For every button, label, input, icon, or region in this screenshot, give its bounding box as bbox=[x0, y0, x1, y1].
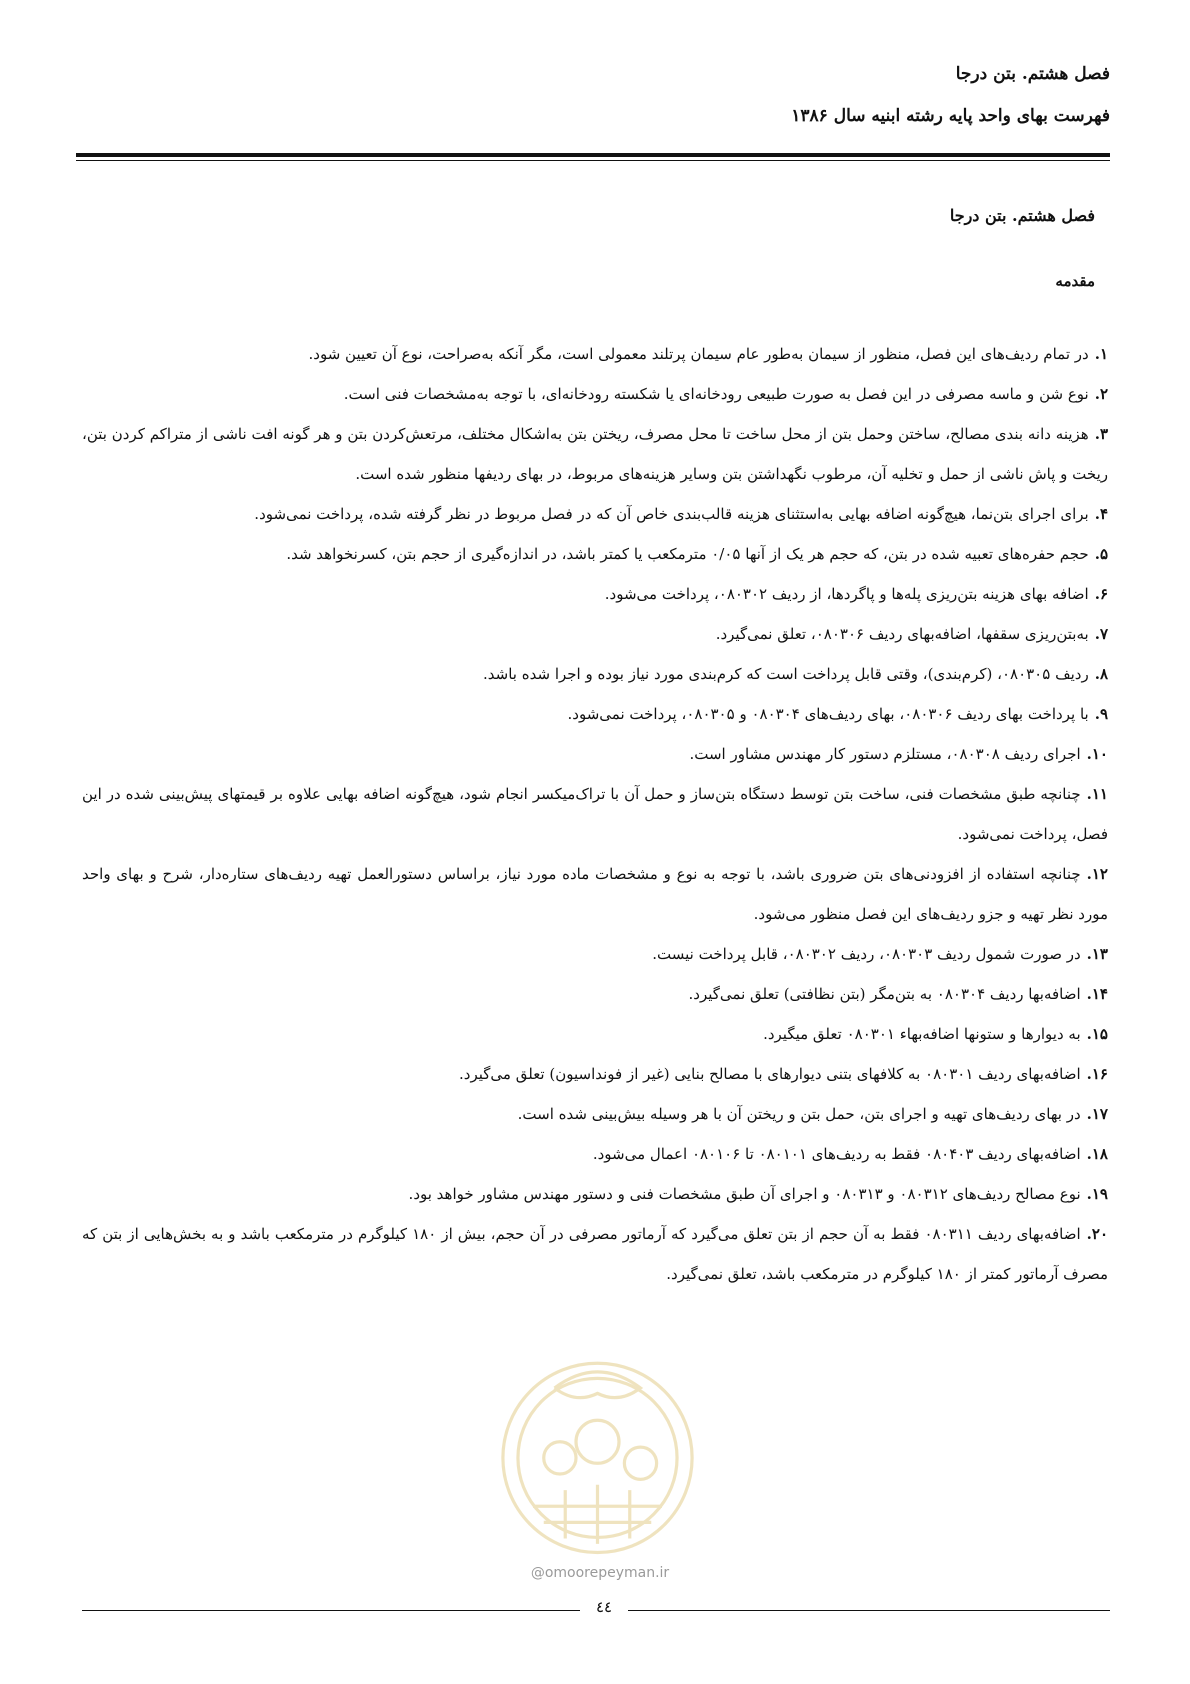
item-number: ۷. bbox=[1094, 625, 1108, 643]
item-text: هزینه دانه بندی مصالح، ساختن وحمل بتن از محل ساخت تا محل مصرف، ریختن بتن به‌اشکال مختلف، مرتعش‌کردن بتن و هر گونه افت ناشی از متراکم کردن بتن، ریخت و پاش ناشی از حمل و تخلیه آن، مرطوب نگهداشتن بتن وسایر هزینه‌های مربوط، در بهای ردیفها منظور شده است. bbox=[82, 425, 1108, 483]
rules-list bbox=[82, 334, 1108, 1294]
item-number: ۹. bbox=[1094, 705, 1108, 723]
item-number: ۵. bbox=[1094, 545, 1108, 563]
section-title: فصل هشتم. بتن درجا bbox=[949, 206, 1095, 225]
item-number: ۶. bbox=[1094, 585, 1108, 603]
item-text: در بهای ردیف‌های تهیه و اجرای بتن، حمل بتن و ریختن آن با هر وسیله بیش‌بینی شده است. bbox=[517, 1105, 1081, 1123]
item-text: در صورت شمول ردیف ۰۸۰۳۰۳، ردیف ۰۸۰۳۰۲، قابل پرداخت نیست. bbox=[652, 945, 1081, 963]
item-text: چنانچه استفاده از افزودنی‌های بتن ضروری باشد، با توجه به نوع و مشخصات ماده مورد نیاز، براساس دستورالعمل تهیه ردیف‌های ستاره‌دار، شرح و بهای واحد مورد نظر تهیه و جزو ردیف‌های این فصل منظور می‌شود. bbox=[82, 865, 1108, 923]
list-item bbox=[82, 334, 1108, 374]
list-item bbox=[82, 614, 1108, 654]
page-number: ٤٤ bbox=[595, 1598, 613, 1616]
item-number: ۱۸. bbox=[1086, 1145, 1108, 1163]
item-number: ۳. bbox=[1094, 425, 1108, 443]
list-item bbox=[82, 974, 1108, 1014]
watermark-site: @omoorepeyman.ir bbox=[530, 1565, 670, 1581]
watermark-logo-icon bbox=[490, 1345, 705, 1560]
item-text: به دیوارها و ستونها اضافه‌بهاء ۰۸۰۳۰۱ تعلق میگیرد. bbox=[763, 1025, 1081, 1043]
item-number: ۱۱. bbox=[1086, 785, 1108, 803]
list-item bbox=[82, 414, 1108, 494]
list-item bbox=[82, 1014, 1108, 1054]
footer-rule-right bbox=[628, 1610, 1110, 1611]
list-item bbox=[82, 774, 1108, 854]
item-number: ۲۰. bbox=[1086, 1225, 1109, 1243]
item-number: ۴. bbox=[1094, 505, 1108, 523]
item-number: ۱۴. bbox=[1086, 985, 1108, 1003]
list-item bbox=[82, 534, 1108, 574]
list-item bbox=[82, 1094, 1108, 1134]
item-text: اضافه‌بهای ردیف ۰۸۰۴۰۳ فقط به ردیف‌های ۰۸۰۱۰۱ تا ۰۸۰۱۰۶ اعمال می‌شود. bbox=[592, 1145, 1081, 1163]
item-number: ۱۵. bbox=[1086, 1025, 1108, 1043]
item-number: ۱۹. bbox=[1086, 1185, 1108, 1203]
item-number: ۱۷. bbox=[1086, 1105, 1108, 1123]
intro-heading: مقدمه bbox=[1055, 272, 1095, 290]
list-item bbox=[82, 654, 1108, 694]
item-text: برای اجرای بتن‌نما، هیچ‌گونه اضافه بهایی به‌استثنای هزینه قالب‌بندی خاص آن که در فصل مربوط در نظر گرفته شده، پرداخت نمی‌شود. bbox=[254, 505, 1089, 523]
item-text: نوع مصالح ردیف‌های ۰۸۰۳۱۲ و ۰۸۰۳۱۳ و اجرای آن طبق مشخصات فنی و دستور مهندس مشاور خواهد بود. bbox=[408, 1185, 1081, 1203]
item-text: ردیف ۰۸۰۳۰۵، (کرم‌بندی)، وقتی قابل پرداخت است که کرم‌بندی مورد نیاز بوده و اجرا شده باشد. bbox=[483, 665, 1089, 683]
header-book-title: فهرست بهای واحد پایه رشته ابنیه سال ۱۳۸۶ bbox=[791, 106, 1110, 126]
list-item bbox=[82, 1214, 1108, 1294]
list-item bbox=[82, 1054, 1108, 1094]
item-text: نوع شن و ماسه مصرفی در این فصل به صورت طبیعی رودخانه‌ای یا شکسته رودخانه‌ای، با توجه به‌مشخصات فنی است. bbox=[343, 385, 1089, 403]
item-text: اجرای ردیف ۰۸۰۳۰۸، مستلزم دستور کار مهندس مشاور است. bbox=[689, 745, 1081, 763]
item-number: ۱۰. bbox=[1086, 745, 1108, 763]
list-item bbox=[82, 1174, 1108, 1214]
item-number: ۱۳. bbox=[1086, 945, 1108, 963]
item-number: ۱۶. bbox=[1086, 1065, 1108, 1083]
list-item bbox=[82, 1134, 1108, 1174]
header-chapter: فصل هشتم. بتن درجا bbox=[955, 64, 1110, 84]
item-number: ۱. bbox=[1094, 345, 1108, 363]
header-rule-thick bbox=[76, 153, 1110, 157]
list-item bbox=[82, 574, 1108, 614]
item-text: اضافه‌بهای ردیف ۰۸۰۳۱۱ فقط به آن حجم از بتن تعلق می‌گیرد که آرماتور مصرفی در آن حجم، بیش از ۱۸۰ کیلوگرم در مترمکعب باشد و به بخش‌هایی از بتن که مصرف آرماتور کمتر از ۱۸۰ کیلوگرم در مترمکعب باشد، تعلق نمی‌گیرد. bbox=[82, 1225, 1108, 1283]
item-text: اضافه‌بها ردیف ۰۸۰۳۰۴ به بتن‌مگر (بتن نظافتی) تعلق نمی‌گیرد. bbox=[688, 985, 1081, 1003]
list-item bbox=[82, 694, 1108, 734]
item-text: به‌بتن‌ریزی سقفها، اضافه‌بهای ردیف ۰۸۰۳۰۶، تعلق نمی‌گیرد. bbox=[715, 625, 1089, 643]
list-item bbox=[82, 934, 1108, 974]
item-number: ۸. bbox=[1094, 665, 1108, 683]
list-item bbox=[82, 494, 1108, 534]
item-number: ۱۲. bbox=[1086, 865, 1108, 883]
item-text: با پرداخت بهای ردیف ۰۸۰۳۰۶، بهای ردیف‌های ۰۸۰۳۰۴ و ۰۸۰۳۰۵، پرداخت نمی‌شود. bbox=[567, 705, 1089, 723]
item-text: حجم حفره‌های تعبیه شده در بتن، که حجم هر یک از آنها ۰/۰۵ مترمکعب یا کمتر باشد، در اندازه‌گیری از حجم بتن، کسرنخواهد شد. bbox=[286, 545, 1089, 563]
item-text: اضافه بهای هزینه بتن‌ریزی پله‌ها و پاگردها، از ردیف ۰۸۰۳۰۲، پرداخت می‌شود. bbox=[604, 585, 1089, 603]
item-number: ۲. bbox=[1094, 385, 1108, 403]
item-text: در تمام ردیف‌های این فصل، منظور از سیمان به‌طور عام سیمان پرتلند معمولی است، مگر آنکه به‌صراحت، نوع آن تعیین شود. bbox=[308, 345, 1089, 363]
item-text: چنانچه طبق مشخصات فنی، ساخت بتن توسط دستگاه بتن‌ساز و حمل آن با تراک‌میکسر انجام شود، هیچ‌گونه اضافه بهایی علاوه بر قیمتهای پیش‌بینی شده در این فصل، پرداخت نمی‌شود. bbox=[82, 785, 1108, 843]
list-item bbox=[82, 734, 1108, 774]
item-text: اضافه‌بهای ردیف ۰۸۰۳۰۱ به کلافهای بتنی دیوارهای با مصالح بنایی (غیر از فونداسیون) تعلق می‌گیرد. bbox=[459, 1065, 1081, 1083]
list-item bbox=[82, 854, 1108, 934]
footer-rule-left bbox=[82, 1610, 580, 1611]
header-rule-thin bbox=[76, 160, 1110, 161]
list-item bbox=[82, 374, 1108, 414]
